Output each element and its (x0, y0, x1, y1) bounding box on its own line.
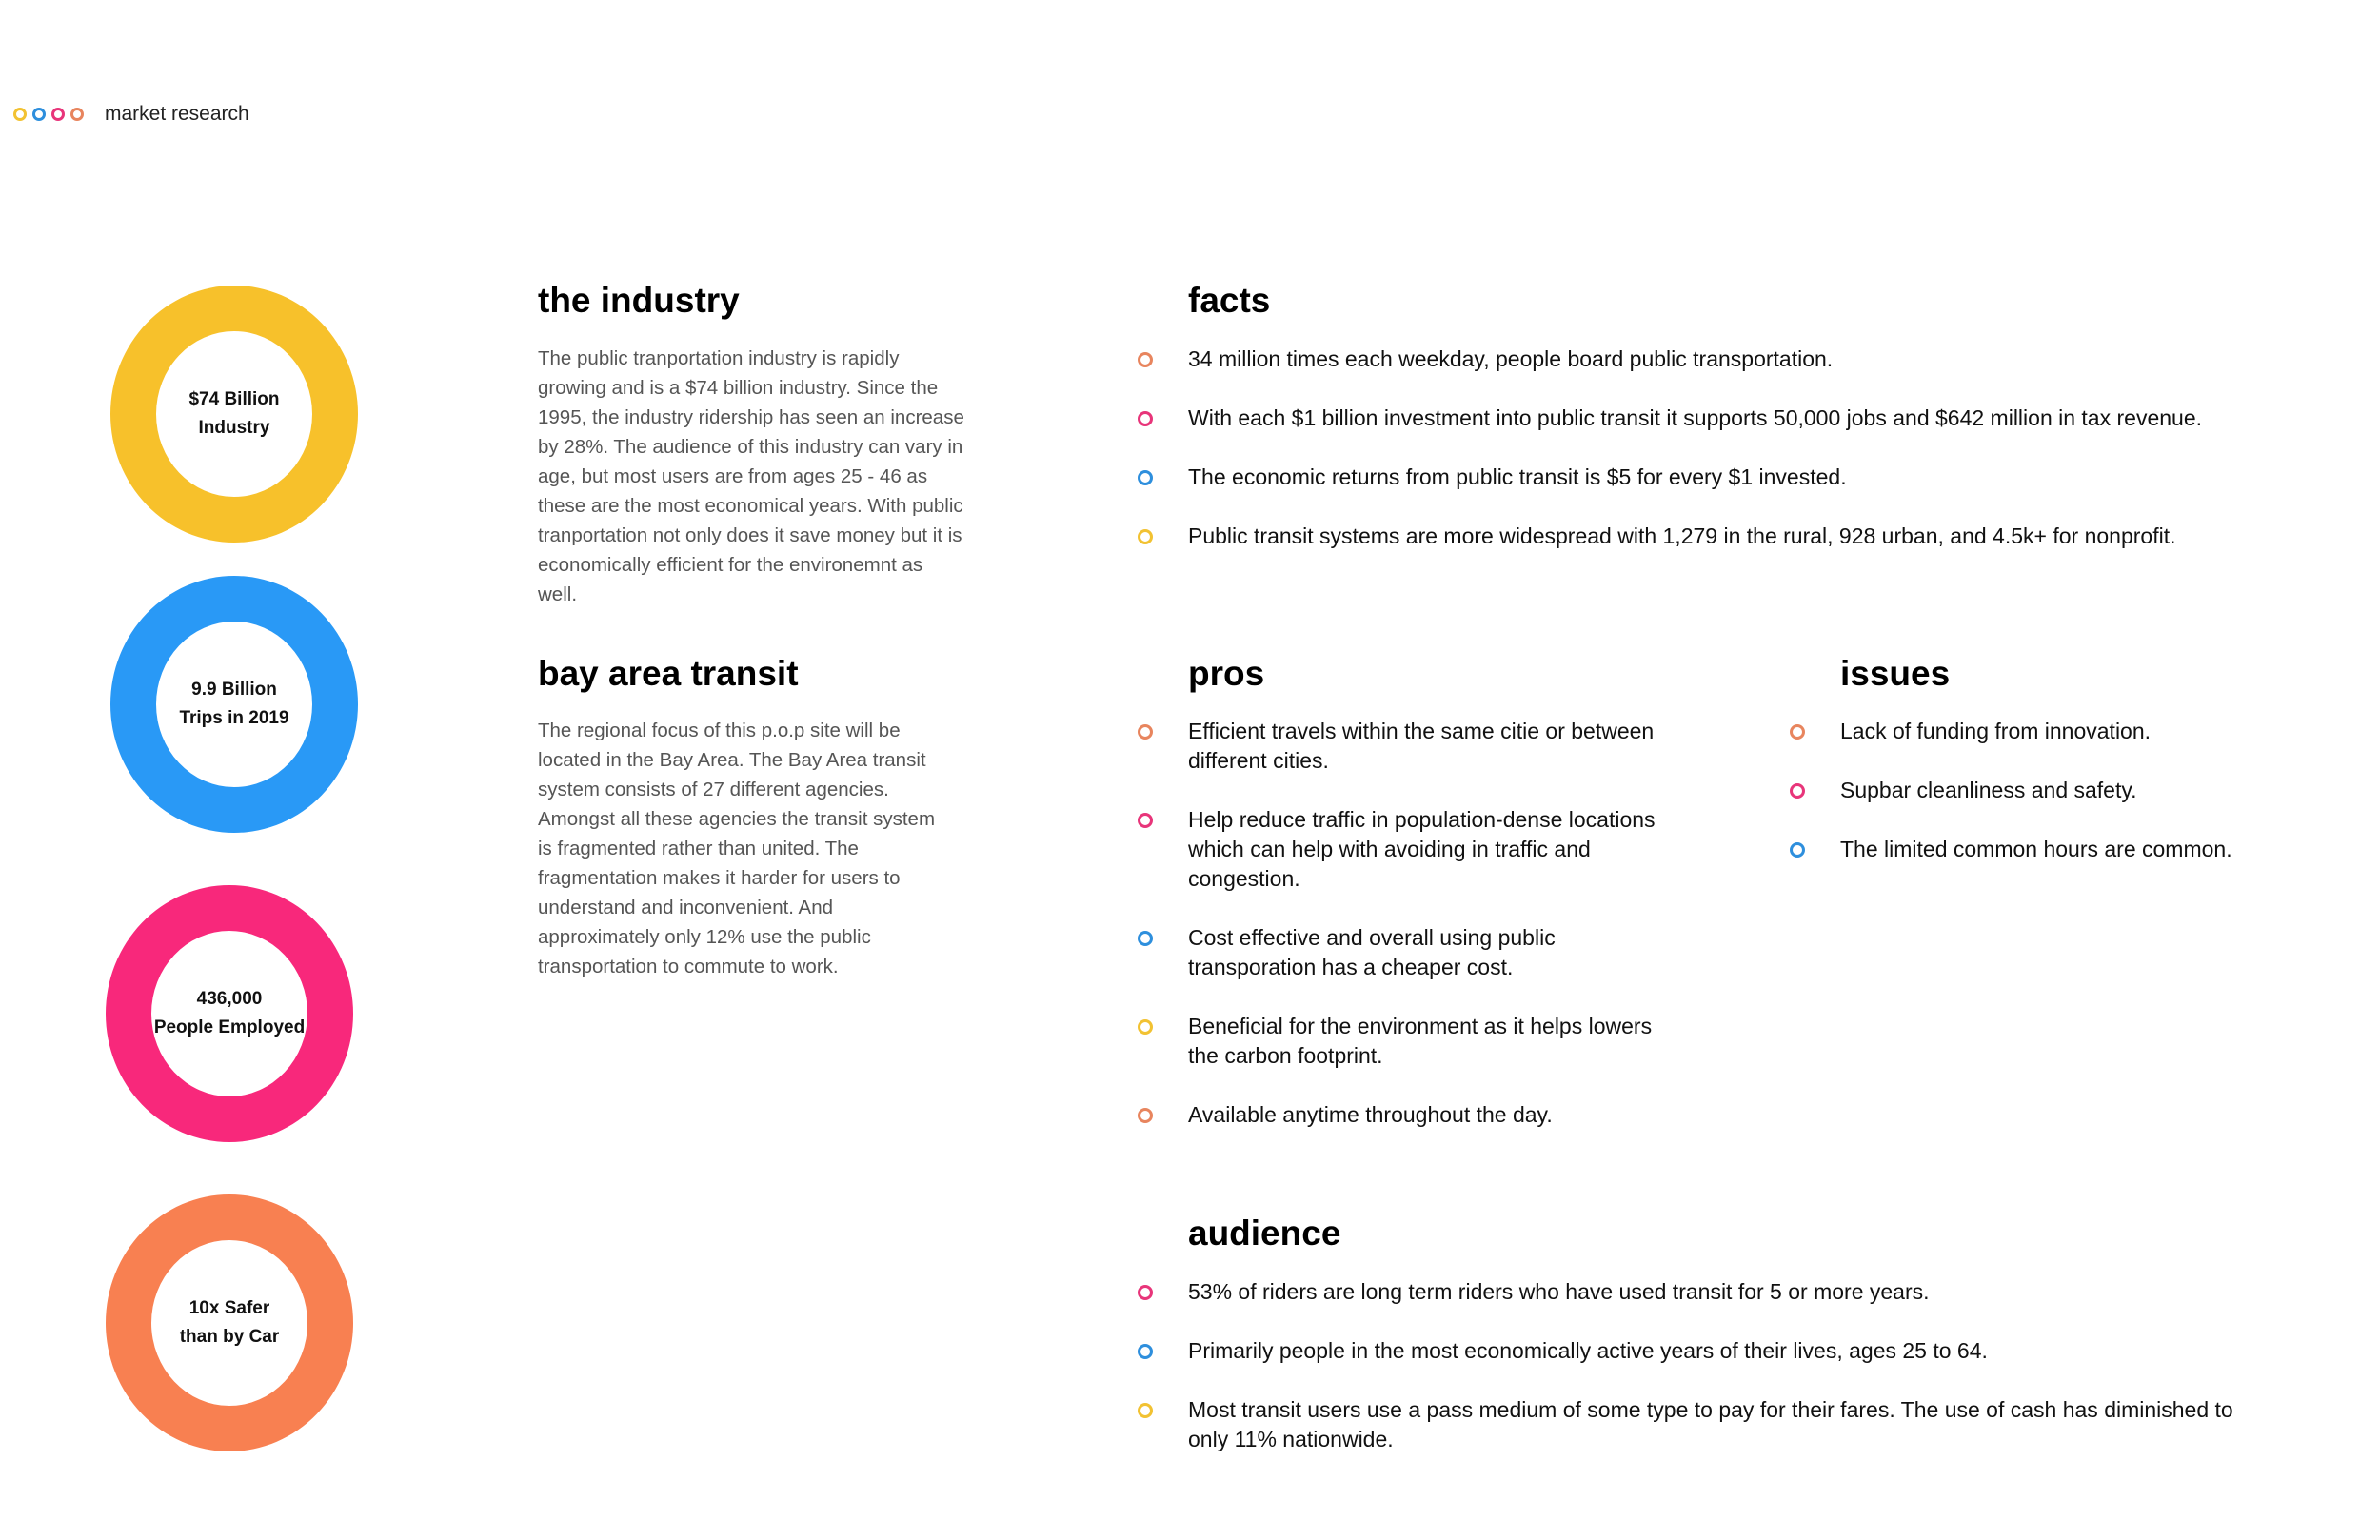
list-item (1131, 522, 2330, 551)
list-item-text: Most transit users use a pass medium of some type to pay for their fares. The use of cash has diminished to only 11% nationwide. (1188, 1397, 2233, 1451)
bullet-circle-icon (1138, 411, 1153, 426)
list-item-text: Help reduce traffic in population-dense locations which can help with avoiding in traffic and congestion. (1188, 807, 1656, 891)
bullet-circle-icon (1138, 724, 1153, 740)
list-item (1131, 1336, 2273, 1366)
bullet-circle-icon (1138, 1285, 1153, 1300)
bullet-circle-icon (1790, 783, 1805, 799)
list-item-text: 34 million times each weekday, people board public transportation. (1188, 346, 1834, 371)
bullet-circle-icon (1138, 1344, 1153, 1359)
stat-label: $74 Billion Industry (188, 389, 280, 438)
bullet-circle-icon (1138, 1403, 1153, 1418)
pros-heading: pros (1188, 654, 1265, 693)
list-item-text: Efficient travels within the same citie or between different cities. (1188, 719, 1655, 773)
list-item-text: Available anytime throughout the day. (1188, 1102, 1553, 1127)
list-item (1131, 345, 2330, 374)
issues-heading: issues (1840, 654, 1951, 693)
list-item-text: 53% of riders are long term riders who have used transit for 5 or more years. (1188, 1279, 1930, 1304)
list-item (1131, 1100, 1683, 1130)
list-item-text: Primarily people in the most economically active years of their lives, ages 25 to 64. (1188, 1338, 1988, 1363)
header-dots (13, 108, 84, 121)
bullet-circle-icon (1138, 352, 1153, 367)
bullet-circle-icon (1138, 1108, 1153, 1123)
page-title: market research (105, 103, 249, 125)
industry-heading: the industry (538, 281, 740, 320)
stat-ring-employed (106, 885, 353, 1142)
facts-list (1131, 345, 2330, 581)
list-item (1131, 805, 1683, 894)
list-item-text: Cost effective and overall using public transporation has a cheaper cost. (1188, 925, 1556, 979)
header-dot-circle-icon (70, 108, 84, 121)
list-item (1131, 1277, 2273, 1307)
list-item (1131, 1395, 2273, 1454)
bullet-circle-icon (1138, 529, 1153, 544)
stat-ring-industry-value (110, 286, 358, 543)
list-item-text: Beneficial for the environment as it helps lowers the carbon footprint. (1188, 1014, 1653, 1068)
list-item (1783, 835, 2316, 864)
header-dot-circle-icon (32, 108, 46, 121)
list-item (1131, 404, 2330, 433)
bullet-circle-icon (1138, 813, 1153, 828)
list-item-text: The economic returns from public transit is $5 for every $1 invested. (1188, 464, 1847, 489)
audience-list (1131, 1277, 2273, 1484)
industry-paragraph: The public tranportation industry is rapidly growing and is a $74 billion industry. Since the 1995, the industry ridership has seen an increase by 28%. The audience of this industry can vary in age, but most users are from ages 25 - 46 as these are the most economical years. With public tranportation not only does it save money but it is economically efficient for the environemnt as well. (538, 347, 964, 605)
list-item (1131, 463, 2330, 492)
list-item-text: Public transit systems are more widespread with 1,279 in the rural, 928 urban, and 4.5k+ for nonprofit. (1188, 523, 2176, 548)
issues-list (1783, 717, 2316, 894)
list-item (1131, 923, 1683, 982)
list-item-text: The limited common hours are common. (1840, 837, 2232, 861)
bullet-circle-icon (1138, 931, 1153, 946)
bullet-circle-icon (1790, 724, 1805, 740)
stat-label: 10x Safer than by Car (179, 1298, 280, 1347)
bay-area-paragraph: The regional focus of this p.o.p site will be located in the Bay Area. The Bay Area transit system consists of 27 different agencies. Amongst all these agencies the transit system is fragmented rather than united. The fragmentation makes it harder for users to understand and inconvenient. And approximately only 12% use the public transportation to commute to work. (538, 720, 936, 977)
list-item (1783, 776, 2316, 805)
list-item (1131, 717, 1683, 776)
list-item (1783, 717, 2316, 746)
list-item-text: Lack of funding from innovation. (1840, 719, 2152, 743)
bullet-circle-icon (1790, 842, 1805, 858)
stat-label: 436,000 People Employed (153, 989, 306, 1037)
bullet-circle-icon (1138, 470, 1153, 485)
header-dot-circle-icon (51, 108, 65, 121)
bay-area-heading: bay area transit (538, 654, 799, 693)
audience-heading: audience (1188, 1214, 1341, 1253)
page-header (13, 103, 249, 126)
list-item-text: Supbar cleanliness and safety. (1840, 778, 2137, 802)
stat-ring-trips (110, 576, 358, 833)
list-item (1131, 1012, 1683, 1071)
facts-heading: facts (1188, 281, 1271, 320)
list-item-text: With each $1 billion investment into public transit it supports 50,000 jobs and $642 million in tax revenue. (1188, 405, 2202, 430)
stat-ring-safety (106, 1194, 353, 1451)
header-dot-circle-icon (13, 108, 27, 121)
pros-list (1131, 717, 1683, 1159)
stat-label: 9.9 Billion Trips in 2019 (179, 680, 289, 728)
bullet-circle-icon (1138, 1019, 1153, 1035)
